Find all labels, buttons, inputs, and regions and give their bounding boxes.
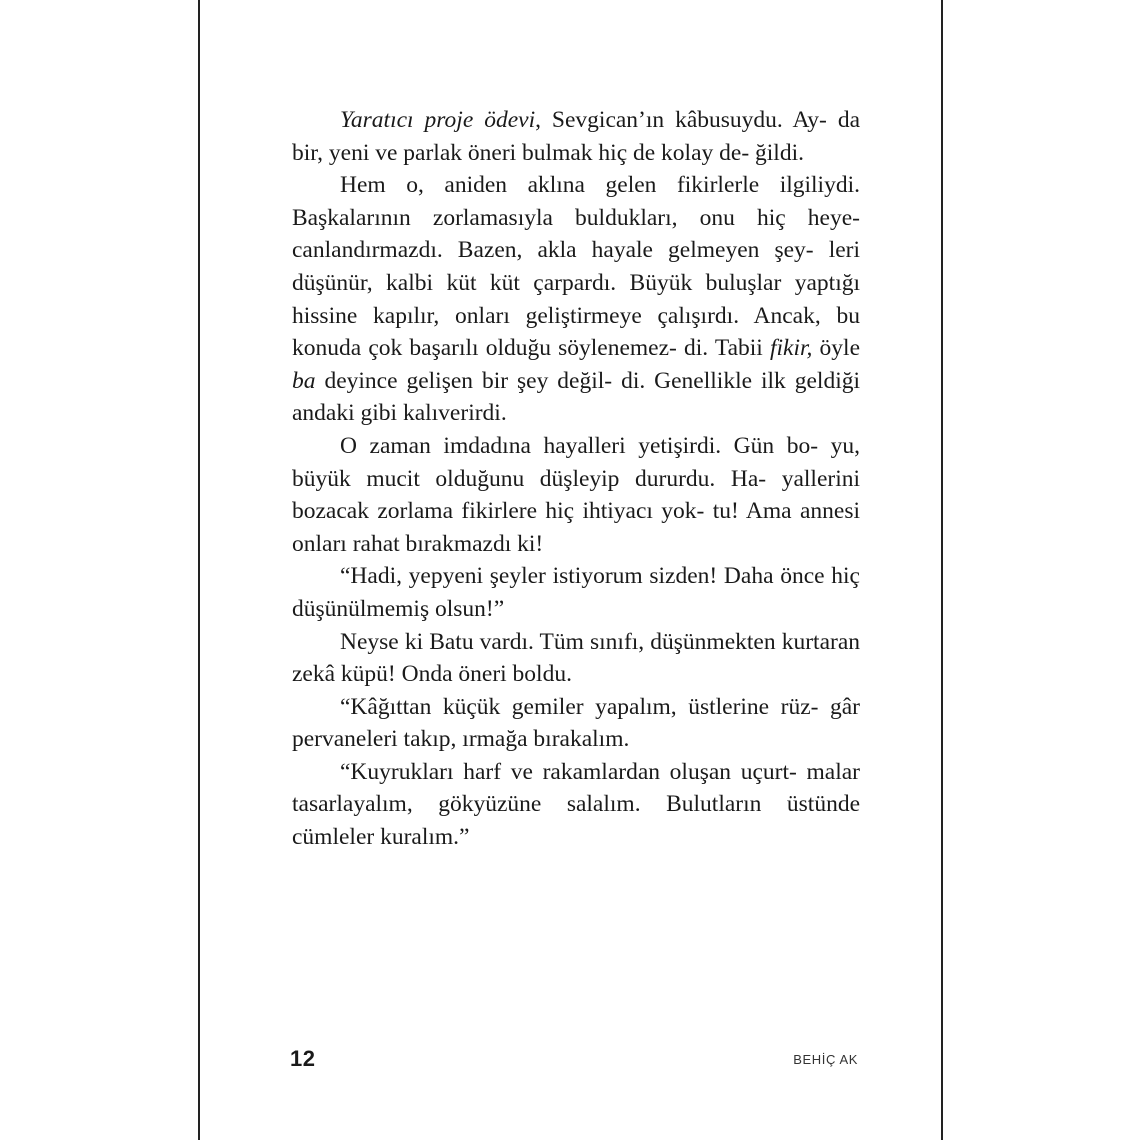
text-run: öyle xyxy=(812,335,861,362)
paragraph xyxy=(292,560,860,625)
text-run: gâr pervaneleri takıp, ırmağa bırakalım. xyxy=(292,693,860,753)
text-run: yaptığı hissine kapılır, onları geliştirmeye çalışırdı. xyxy=(292,269,861,329)
text-run: , Sevgican’ın kâbusuydu. Ay- xyxy=(535,107,827,133)
text-run: malar tasarlayalım, gökyüzüne salalım. Bulutların xyxy=(292,758,861,818)
text-run: di. Tabii xyxy=(684,335,770,362)
paragraph xyxy=(292,169,860,430)
text-run: O zaman imdadına hayalleri yetişirdi. Gün bo- xyxy=(340,432,819,459)
text-run: ğildi. xyxy=(755,139,804,166)
text-run: tu! Ama annesi onları rahat bırakmazdı ki! xyxy=(292,498,860,557)
paragraph xyxy=(292,626,860,691)
text-run: kurtaran zekâ küpü! Onda öneri boldu. xyxy=(292,628,861,688)
text-run: üstünde cümleler kuralım.” xyxy=(292,791,861,851)
text-line xyxy=(292,237,814,263)
text-run: yallerini bozacak zorlama fikirlere hiç ihtiyacı yok- xyxy=(292,465,861,525)
text-line xyxy=(340,694,818,720)
text-line xyxy=(340,433,818,459)
text-run: di. Genellikle ilk geldiği andaki gibi kalıverirdi. xyxy=(292,367,861,427)
text-line xyxy=(755,140,804,166)
text-run: önce hiç düşünülmemiş olsun!” xyxy=(292,563,860,622)
text-line xyxy=(340,563,774,589)
body-text xyxy=(292,104,860,854)
text-line xyxy=(340,759,797,785)
italic-text: Yaratıcı proje ödevi xyxy=(340,107,536,133)
text-run: deyince gelişen bir şey değil- xyxy=(315,367,613,394)
text-run: yu, büyük mucit olduğunu düşleyip dururdu. Ha- xyxy=(292,432,861,492)
text-run: “Kuyrukları harf ve rakamlardan oluşan uçurt- xyxy=(340,758,797,785)
text-line xyxy=(340,629,776,655)
paragraph xyxy=(292,691,860,756)
text-run: Ancak, bu konuda çok başarılı olduğu söylenemez- xyxy=(292,302,860,362)
text-run: da bir, yeni ve parlak öneri bulmak hiç de kolay de- xyxy=(292,107,860,166)
italic-text: ba xyxy=(292,367,316,394)
text-run: Başkalarının zorlamasıyla buldukları, onu hiç heye- xyxy=(292,204,860,231)
text-run: leri düşünür, kalbi küt küt çarpardı. Büyük buluşlar xyxy=(292,237,861,296)
text-run: canlandırmazdı. Bazen, akla hayale gelmeyen şey- xyxy=(292,237,814,264)
text-run: Neyse ki Batu vardı. Tüm sınıfı, düşünmekten xyxy=(340,628,776,655)
paragraph xyxy=(292,430,860,560)
paragraph xyxy=(292,756,860,854)
text-run: Hem o, aniden aklına gelen fikirlerle ilgiliydi. xyxy=(340,172,860,199)
author-name: BEHİÇ AK xyxy=(793,1052,858,1067)
text-line xyxy=(340,107,827,133)
text-run: “Hadi, yepyeni şeyler istiyorum sizden! Daha xyxy=(340,563,774,590)
text-line xyxy=(340,172,860,198)
paragraph xyxy=(292,104,860,169)
italic-text: fikir, xyxy=(769,335,813,362)
page-number: 12 xyxy=(290,1046,316,1071)
text-line xyxy=(292,205,860,231)
text-run: “Kâğıttan küçük gemiler yapalım, üstlerine rüz- xyxy=(340,693,819,720)
